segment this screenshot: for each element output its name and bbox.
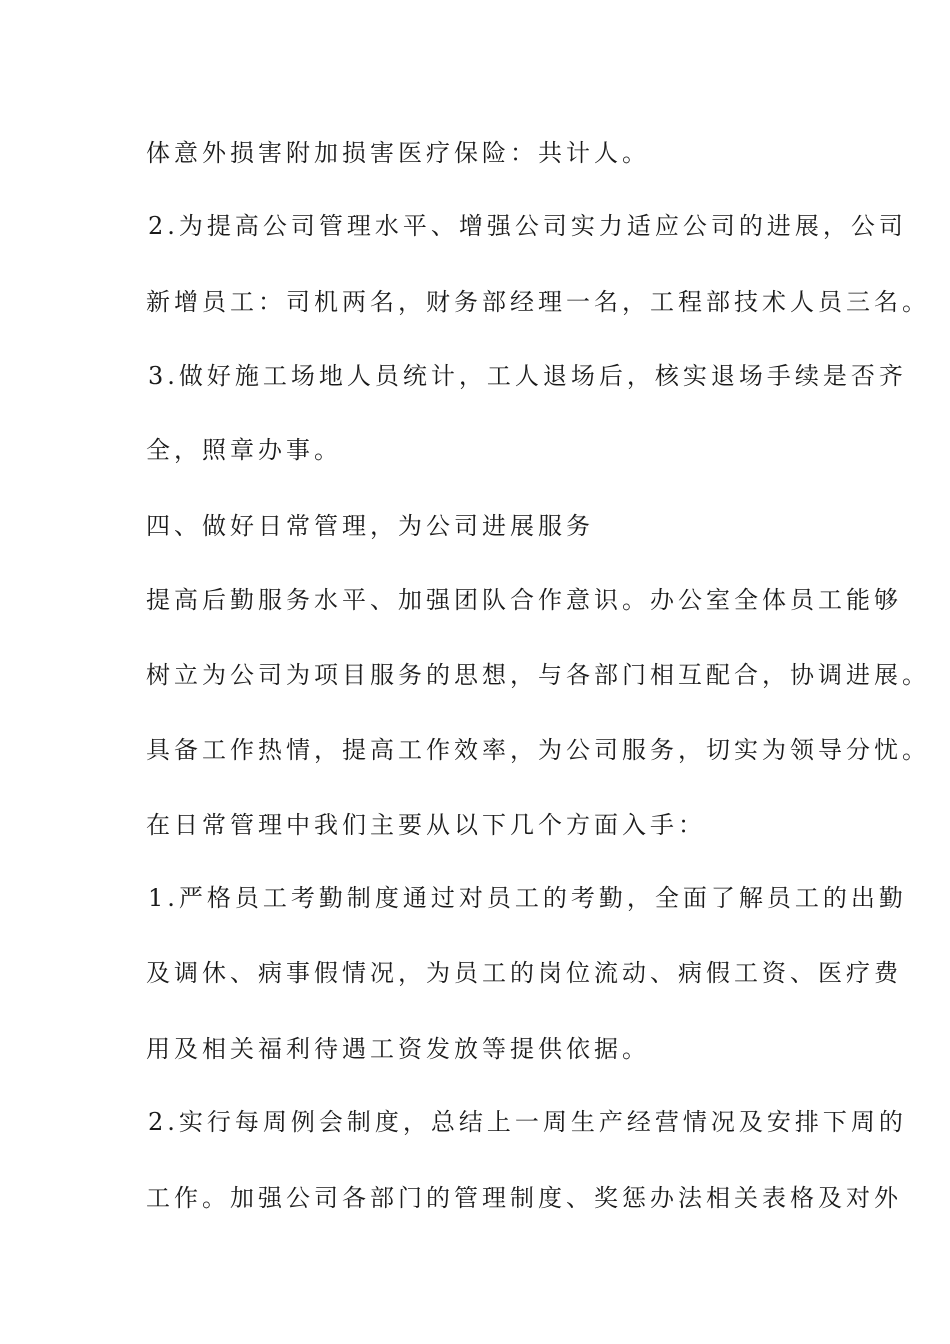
text-line: 新增员工：司机两名，财务部经理一名，工程部技术人员三名。 [146,288,930,316]
text-line: 提高后勤服务水平、加强团队合作意识。办公室全体员工能够 [146,586,902,614]
list-item-line: 2.为提高公司管理水平、增强公司实力适应公司的进展，公司 [148,212,907,240]
list-item-line: 3.做好施工场地人员统计，工人退场后，核实退场手续是否齐 [148,362,907,390]
list-item-line: 1.严格员工考勤制度通过对员工的考勤，全面了解员工的出勤 [148,884,907,912]
list-item-line: 2.实行每周例会制度，总结上一周生产经营情况及安排下周的 [148,1108,907,1136]
text-line: 在日常管理中我们主要从以下几个方面入手： [146,811,706,839]
text-line: 及调休、病事假情况，为员工的岗位流动、病假工资、医疗费 [146,959,902,987]
text-line: 用及相关福利待遇工资发放等提供依据。 [146,1035,650,1063]
section-heading: 四、做好日常管理，为公司进展服务 [146,512,594,540]
text-line: 全，照章办事。 [146,436,342,464]
text-line: 树立为公司为项目服务的思想，与各部门相互配合，协调进展。 [146,661,930,689]
text-line: 体意外损害附加损害医疗保险：共计人。 [146,139,650,167]
text-line: 具备工作热情，提高工作效率，为公司服务，切实为领导分忧。 [146,736,930,764]
text-line: 工作。加强公司各部门的管理制度、奖惩办法相关表格及对外 [146,1184,902,1212]
